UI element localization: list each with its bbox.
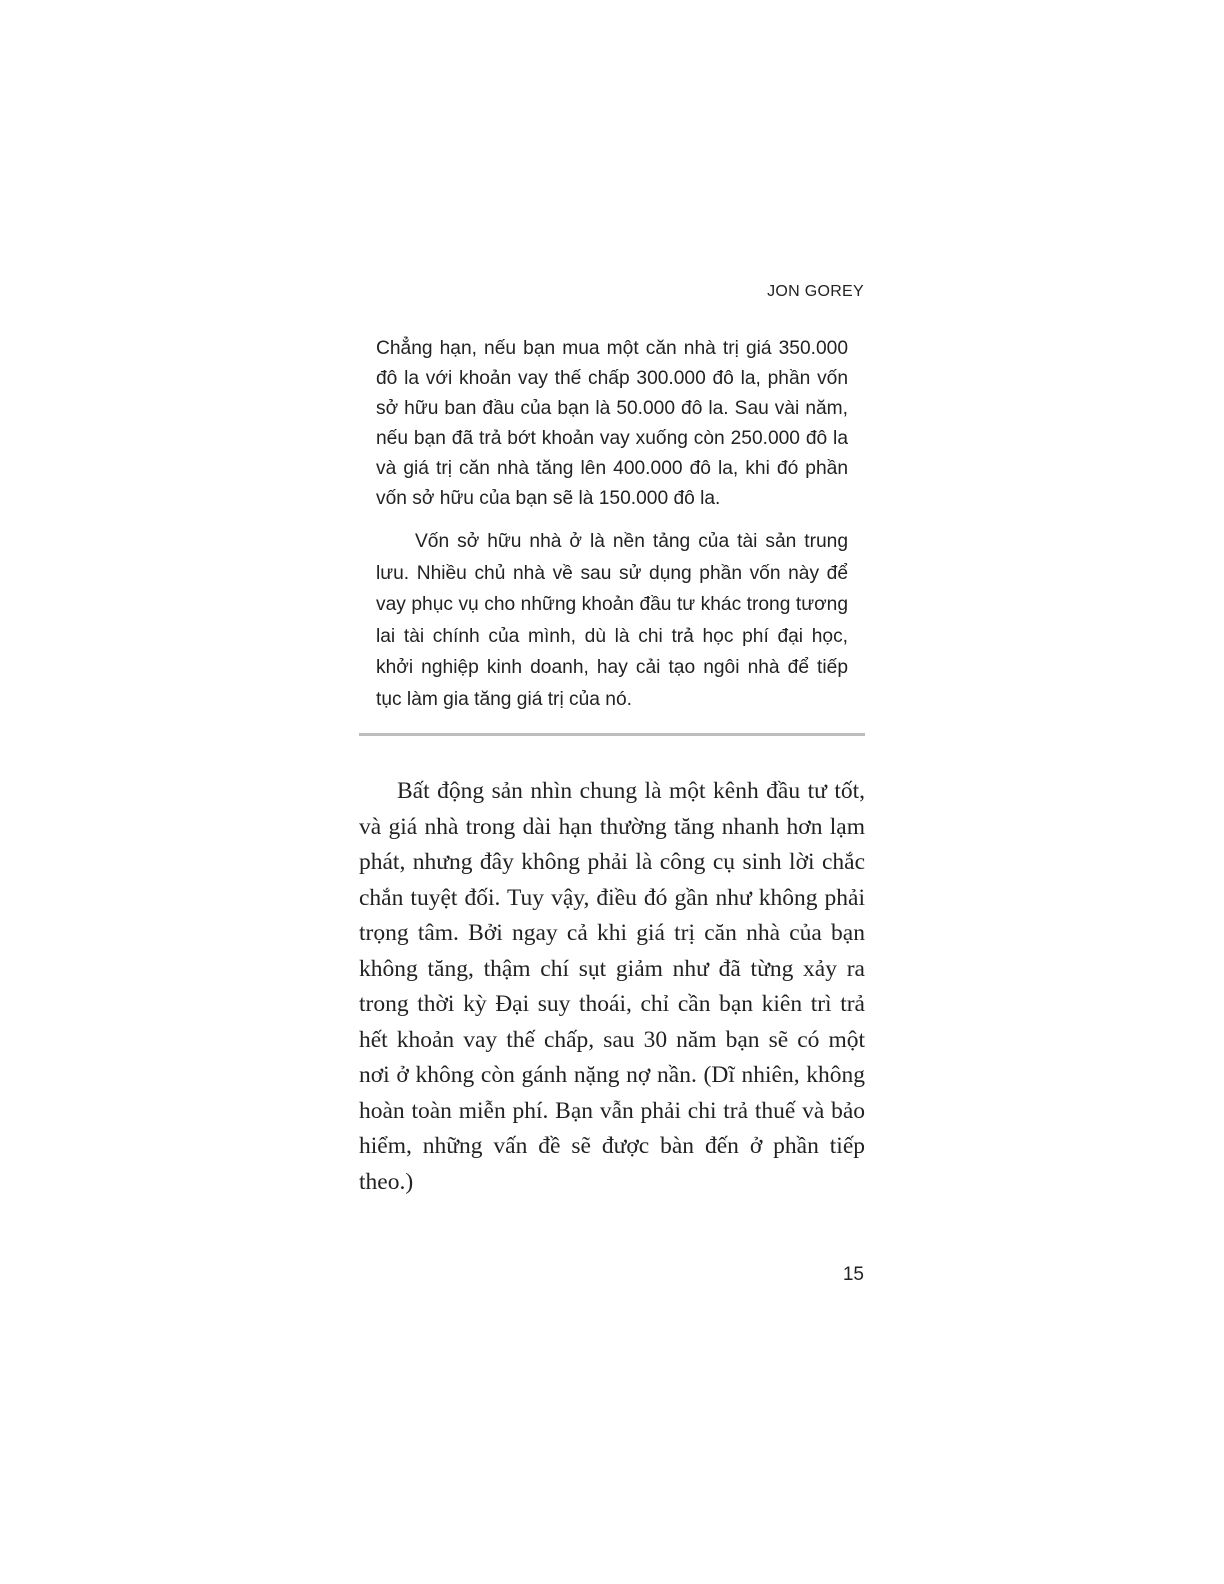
body-paragraph-1: Bất động sản nhìn chung là một kênh đầu tư tốt, và giá nhà trong dài hạn thường tăng nhanh hơn lạm phát, nhưng đây không phải là công cụ sinh lời chắc chắn tuyệt đối. Tuy vậy, điều đó gần như không phải trọng tâm. Bởi ngay cả khi giá trị căn nhà của bạn không tăng, thậm chí sụt giảm như đã từng xảy ra trong thời kỳ Đại suy thoái, chỉ cần bạn kiên trì trả hết khoản vay thế chấp, sau 30 năm bạn sẽ có một nơi ở không còn gánh nặng nợ nần. (Dĩ nhiên, không hoàn toàn miễn phí. Bạn vẫn phải chi trả thuế và bảo hiểm, những vấn đề sẽ được bàn đến ở phần tiếp theo.): [359, 778, 865, 1195]
sidebar-divider: [359, 733, 865, 736]
running-head-author: JON GOREY: [767, 283, 864, 300]
sidebar-paragraph-1: Chẳng hạn, nếu bạn mua một căn nhà trị giá 350.000 đô la với khoản vay thế chấp 300.000 đô la, phần vốn sở hữu ban đầu của bạn là 50.000 đô la. Sau vài năm, nếu bạn đã trả bớt khoản vay xuống còn 250.000 đô la và giá trị căn nhà tăng lên 400.000 đô la, khi đó phần vốn sở hữu của bạn sẽ là 150.000 đô la.: [376, 338, 848, 509]
page-number: 15: [842, 1264, 864, 1285]
sidebar-paragraph-2: Vốn sở hữu nhà ở là nền tảng của tài sản trung lưu. Nhiều chủ nhà về sau sử dụng phần vốn này để vay phục vụ cho những khoản đầu tư khác trong tương lai tài chính của mình, dù là chi trả học phí đại học, khởi nghiệp kinh doanh, hay cải tạo ngôi nhà để tiếp tục làm gia tăng giá trị của nó.: [376, 531, 848, 710]
sidebar-box: [376, 334, 848, 715]
